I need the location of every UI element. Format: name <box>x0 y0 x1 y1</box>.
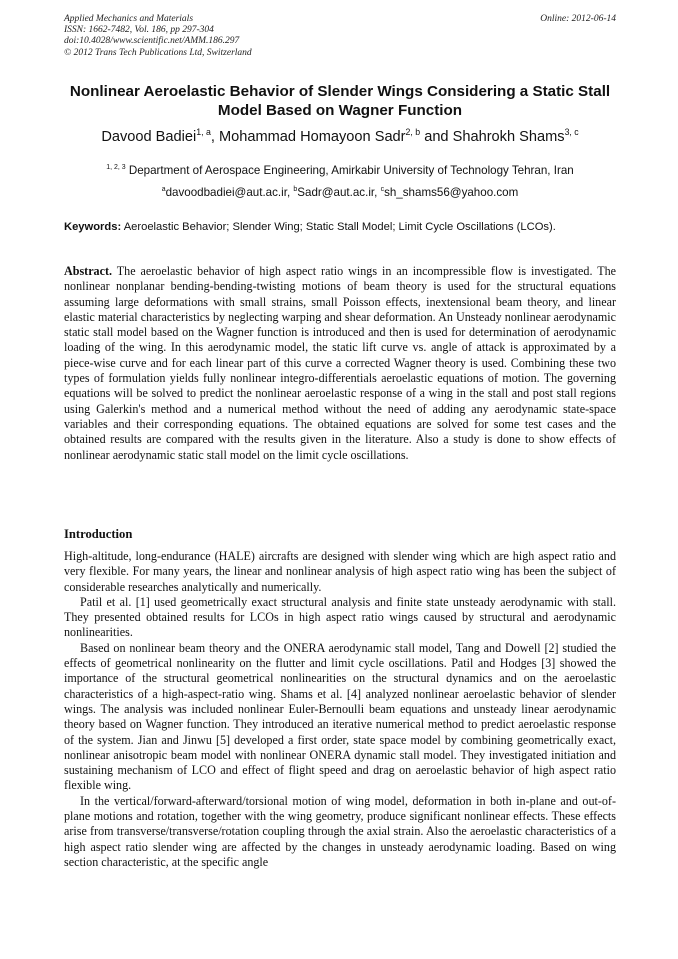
affiliation <box>64 164 616 178</box>
author-name: Davood Badiei <box>101 129 197 145</box>
paragraph: Based on nonlinear beam theory and the ONERA aerodynamic stall model, Tang and Dowell [2] studied the effects of geometrical nonlinearity on the flutter and limit cycle oscillations. Patil and Hodges [3] showed the importance of the structural geometrical nonlinearities on the structural dynamics and on the aeroelastic characteristics of a high-aspect-ratio wing. Shams et al. [4] analyzed nonlinear aeroelastic behavior of slender wings. The analysis was included nonlinear Euler-Bernoulli beam equations and unsteady linear aerodynamic theory based on Wagner function. They introduced an iterative numerical method to predict aeroelastic response of the system. Jian and Jinwu [5] developed a first order, state space model by combining geometrically exact, nonlinear anisotropic beam model with nonlinear ONERA dynamic stall model. They investigated initiation and sustaining mechanism of LCO and effect of flight speed and drag on aeroelastic behavior of high aspect ratio flexible wing. <box>64 640 616 793</box>
paragraph: Patil et al. [1] used geometrically exact structural analysis and finite state unsteady aerodynamic with stall. They presented obtained results for LCOs in high aspect ratio wings caused by structural and aerodynamic nonlinearities. <box>64 594 616 640</box>
issn-line: ISSN: 1662-7482, Vol. 186, pp 297-304 <box>64 25 214 36</box>
journal-name: Applied Mechanics and Materials <box>64 14 194 24</box>
introduction-body <box>64 549 616 870</box>
email-address[interactable]: davoodbadiei@aut.ac.ir <box>165 186 287 199</box>
paragraph: High-altitude, long-endurance (HALE) aircrafts are designed with slender wing which are high aspect ratio and very flexible. For many years, the linear and nonlinear analysis of high aspect ratio wing has been the subject of considerable researches analytically and numerically. <box>64 549 616 594</box>
email-list: $^a$davoodbadiei@aut.ac.ir, $^b$Sadr@aut.ac.ir, $^c$sh_shams56@yahoo.com <box>161 186 519 199</box>
author-affiliation-mark: 2, b <box>405 127 421 138</box>
author-name: Shahrokh Shams <box>452 129 565 145</box>
affiliation-text: Department of Aerospace Engineering, Amirkabir University of Technology Tehran, Iran <box>128 164 574 177</box>
author-affiliation-mark: 3, c <box>564 127 579 138</box>
online-date: Online: 2012-06-14 <box>540 14 616 24</box>
keywords-text: Aeroelastic Behavior; Slender Wing; Static Stall Model; Limit Cycle Oscillations (LCOs). <box>123 221 556 233</box>
keywords-label: Keywords: <box>64 221 122 233</box>
abstract-text: The aeroelastic behavior of high aspect ratio wings in an incompressible flow is investigated. The nonlinear nonplanar bending-bending-twisting motions of beam theory is used for the structural equations assuming large deformations with small strains, small Poisson effects, inextensional beam theory, and linear elastic material characteristics by neglecting warping and shear deformation. An Unsteady nonlinear aerodynamic static stall model based on the Wagner function is introduced and then is used for determination of aerodynamic loading of the wing. In this aerodynamic model, the static lift curve vs. angle of attack is approximated by a piece-wise curve and for each linear part of this curve a corrected Wagner theory is used. Combining these two types of formulation yields fully nonlinear integro-differentials aeroelastic equations of motion. The governing equations will be solved to predict the nonlinear aeroelastic response of a wing in the stall and post stall regions using Galerkin's method and a numerical method without the need of adding any aerodynamic state-space variables and their corresponding equations. The obtained equations are solved for some test cases and the obtained results are compared with the results given in the literature. Also a study is done to show effects of nonlinear aerodynamic static stall model on the limit cycle oscillations. <box>64 264 616 462</box>
abstract <box>64 264 616 463</box>
author-affiliation-mark: 1, a <box>196 127 211 138</box>
copyright-line: © 2012 Trans Tech Publications Ltd, Switzerland <box>64 47 252 58</box>
section-heading-introduction: Introduction <box>64 527 133 541</box>
paper-title: Nonlinear Aeroelastic Behavior of Slender Wings Considering a Static Stall Model Based on Wagner Function <box>69 83 611 119</box>
author-name: Mohammad Homayoon Sadr <box>218 129 406 145</box>
doi-line[interactable]: doi:10.4028/www.scientific.net/AMM.186.297 <box>64 36 240 47</box>
keywords <box>64 220 616 234</box>
journal-header <box>64 14 616 59</box>
email-address[interactable]: sh_shams56@yahoo.com <box>384 186 519 199</box>
affiliation-mark: 1, 2, 3 <box>106 164 126 172</box>
email-address[interactable]: Sadr@aut.ac.ir <box>297 186 375 199</box>
abstract-label: Abstract. <box>64 264 113 278</box>
author-list: Davood Badiei$^{1, a}$, Mohammad Homayoon Sadr$^{2, b}$ and Shahrokh Shams$^{3, c}$ <box>101 127 579 145</box>
paragraph: In the vertical/forward-afterward/torsional motion of wing model, deformation in both in-plane and out-of-plane motions and rotation, together with the wing geometry, produce significant nonlinear effects. These effects arise from transverse/transverse/rotation coupling through the axial strain. Also the aeroelastic characteristics of a high aspect ratio slender wing are affected by the changes in unsteady aerodynamic loading. Based on wing section characteristic, at the specific angle <box>64 793 616 869</box>
